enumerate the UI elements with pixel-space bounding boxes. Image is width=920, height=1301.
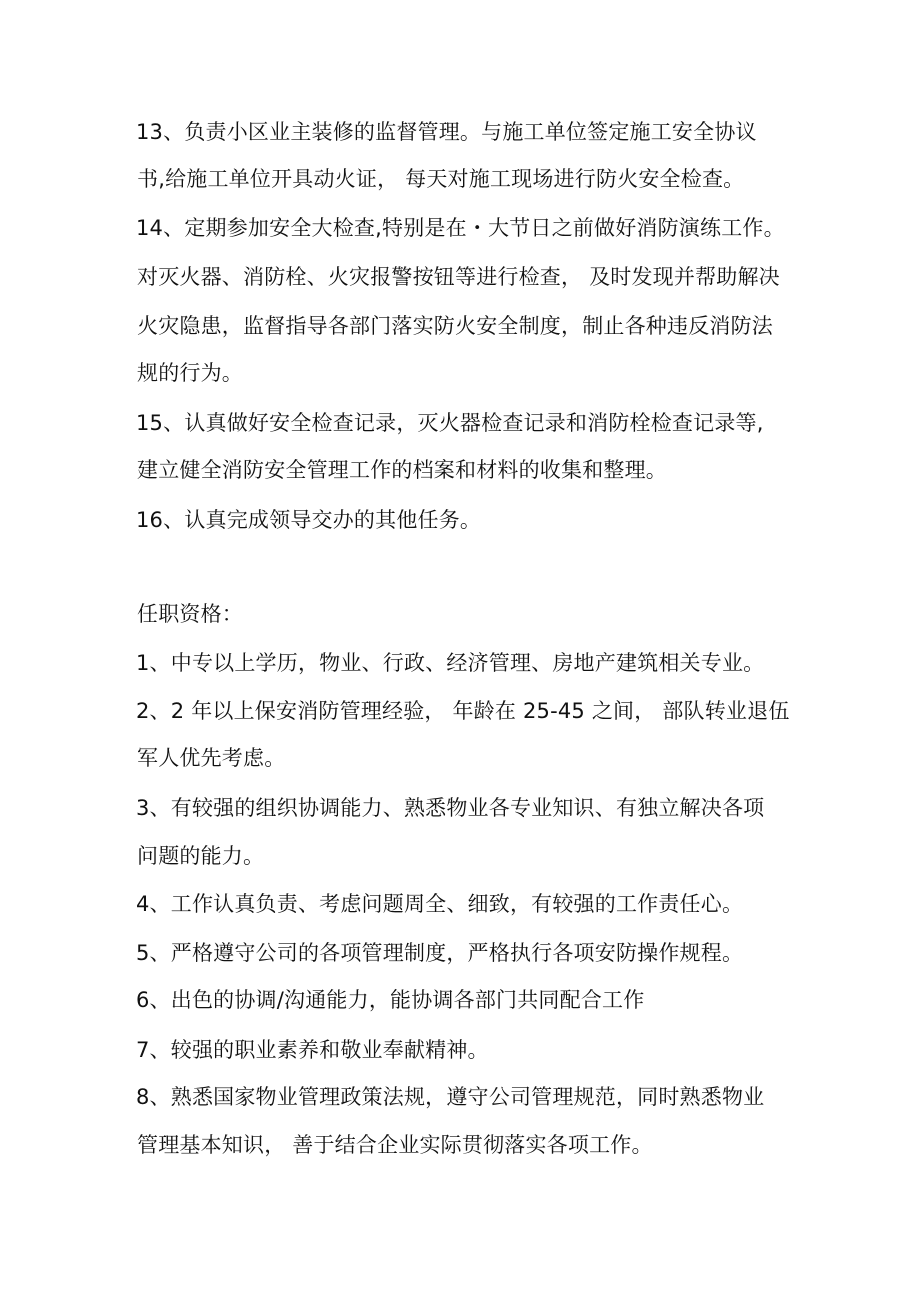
qualification-2-line-2: 军人优先考虑。	[137, 746, 286, 770]
duty-13-line-2: 书,给施工单位开具动火证， 每天对施工现场进行防火安全检查。	[137, 167, 745, 191]
duty-15-line-2: 建立健全消防安全管理工作的档案和材料的收集和整理。	[137, 458, 667, 482]
qualification-4-line-1: 4、工作认真负责、考虑问题周全、细致，有较强的工作责任心。	[136, 892, 744, 916]
duty-15-line-1: 15、认真做好安全检查记录，灭火器检查记录和消防栓检查记录等,	[136, 411, 764, 435]
qualification-5-line-1: 5、严格遵守公司的各项管理制度，严格执行各项安防操作规程。	[136, 941, 744, 965]
qualification-3-line-2: 问题的能力。	[137, 844, 265, 868]
duty-14-line-4: 规的行为。	[137, 361, 243, 385]
qualification-7-line-1: 7、较强的职业素养和敬业奉献精神。	[136, 1038, 489, 1062]
qualification-1-line-1: 1、中专以上学历，物业、行政、经济管理、房地产建筑相关专业。	[136, 651, 765, 675]
qualifications-heading: 任职资格：	[137, 602, 243, 626]
qualification-6-line-1: 6、出色的协调/沟通能力，能协调各部门共同配合工作	[136, 988, 645, 1012]
duty-13-line-1: 13、负责小区业主装修的监督管理。与施工单位签定施工安全协议	[136, 120, 757, 144]
duty-14-line-3: 火灾隐患，监督指导各部门落实防火安全制度，制止各种违反消防法	[137, 314, 773, 338]
qualification-3-line-1: 3、有较强的组织协调能力、熟悉物业各专业知识、有独立解决各项	[136, 796, 765, 820]
duty-14-line-2: 对灭火器、消防栓、火灾报警按钮等进行检查， 及时发现并帮助解决	[137, 265, 780, 289]
duty-16-line-1: 16、认真完成领导交办的其他任务。	[136, 508, 482, 532]
qualification-8-line-2: 管理基本知识， 善于结合企业实际贯彻落实各项工作。	[137, 1133, 653, 1157]
qualification-8-line-1: 8、熟悉国家物业管理政策法规，遵守公司管理规范，同时熟悉物业	[136, 1085, 765, 1109]
qualification-2-line-1: 2、2 年以上保安消防管理经验， 年龄在 25-45 之间， 部队转业退伍	[136, 699, 790, 723]
duty-14-line-1: 14、定期参加安全大检查,特别是在・大节日之前做好消防演练工作。	[136, 216, 785, 240]
